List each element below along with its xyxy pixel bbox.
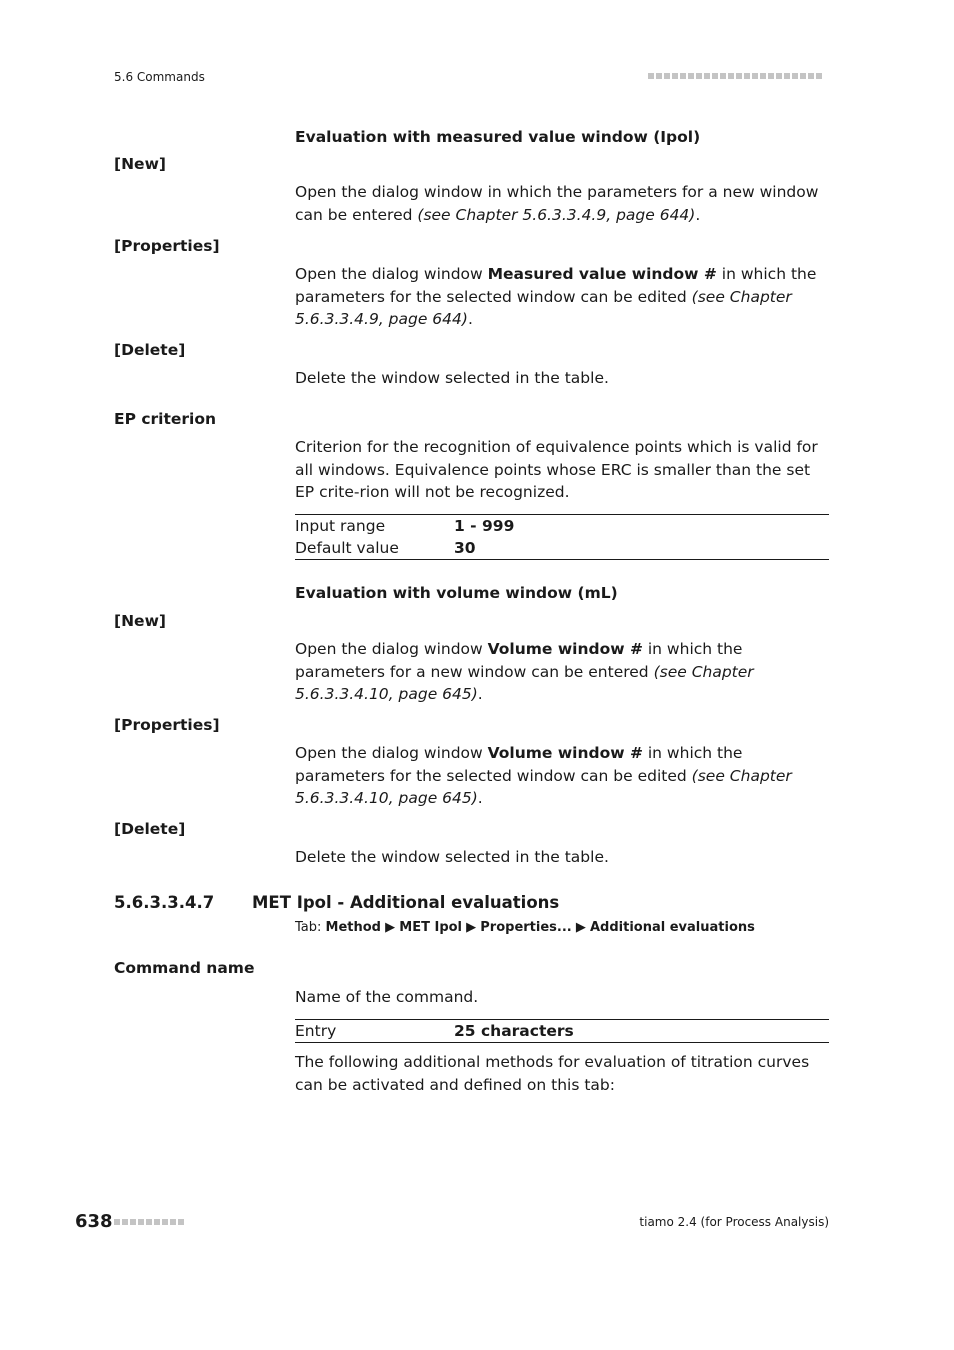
table-value: 1 - 999 <box>454 517 515 535</box>
command-name-label: Command name <box>114 959 255 977</box>
running-header-section: 5.6 Commands <box>114 70 205 84</box>
vol-delete-label: [Delete] <box>114 820 186 838</box>
footer-decoration-dots <box>114 1219 184 1225</box>
ipol-delete-label: [Delete] <box>114 341 186 359</box>
tab-path-met-ipol: MET Ipol <box>399 920 463 935</box>
vol-properties-label: [Properties] <box>114 716 220 734</box>
closing-paragraph: The following additional methods for evaluation of titration curves can be activated and defined on this tab: <box>295 1053 810 1094</box>
page-number: 638 <box>75 1211 113 1232</box>
header-decoration-dots <box>648 73 822 79</box>
tab-path-additional-evaluations: Additional evaluations <box>590 920 755 935</box>
section-title: MET Ipol - Additional evaluations <box>252 893 560 912</box>
ipol-new-label: [New] <box>114 155 166 173</box>
vol-new-description: Open the dialog window Volume window # in which the parameters for a new window can be entered (see Chapter 5.6.3.3.4.10, page 645). <box>295 640 754 703</box>
table-key: Default value <box>295 539 399 557</box>
ipol-heading: Evaluation with measured value window (Ipol) <box>295 128 701 146</box>
ep-criterion-description: Criterion for the recognition of equivalence points which is valid for all windows. Equivalence points whose ERC is smaller than the set EP crite-rion will not be recognized. <box>295 438 818 501</box>
ipol-new-description: Open the dialog window in which the parameters for a new window can be entered (see Chapter 5.6.3.3.4.9, page 644). <box>295 183 819 224</box>
path-arrow-icon: ▶ <box>571 920 590 935</box>
ep-criterion-table <box>295 514 829 560</box>
path-arrow-icon: ▶ <box>462 920 481 935</box>
footer-product: tiamo 2.4 (for Process Analysis) <box>639 1215 829 1229</box>
table-row <box>295 1020 829 1042</box>
command-name-description: Name of the command. <box>295 988 479 1006</box>
table-value: 25 characters <box>454 1022 574 1040</box>
vol-heading: Evaluation with volume window (mL) <box>295 584 618 602</box>
section-number: 5.6.3.3.4.7 <box>114 893 215 912</box>
table-key: Entry <box>295 1022 337 1040</box>
path-arrow-icon: ▶ <box>381 920 400 935</box>
table-row <box>295 515 829 537</box>
tab-path-method: Method <box>325 920 381 935</box>
ipol-properties-label: [Properties] <box>114 237 220 255</box>
ipol-delete-description: Delete the window selected in the table. <box>295 369 609 387</box>
vol-delete-description: Delete the window selected in the table. <box>295 848 609 866</box>
command-name-table <box>295 1019 829 1043</box>
ipol-properties-description: Open the dialog window Measured value window # in which the parameters for the selected window can be edited (see Chapter 5.6.3.3.4.9, page 644). <box>295 265 817 328</box>
tab-path: Tab: Method ▶ MET Ipol ▶ Properties... ▶ Additional evaluations <box>295 920 755 935</box>
table-row <box>295 537 829 559</box>
table-key: Input range <box>295 517 386 535</box>
ep-criterion-label: EP criterion <box>114 410 217 428</box>
vol-properties-description: Open the dialog window Volume window # in which the parameters for the selected window can be edited (see Chapter 5.6.3.3.4.10, page 645). <box>295 744 792 807</box>
tab-path-properties: Properties... <box>480 920 572 935</box>
vol-new-label: [New] <box>114 612 166 630</box>
table-value: 30 <box>454 539 476 557</box>
